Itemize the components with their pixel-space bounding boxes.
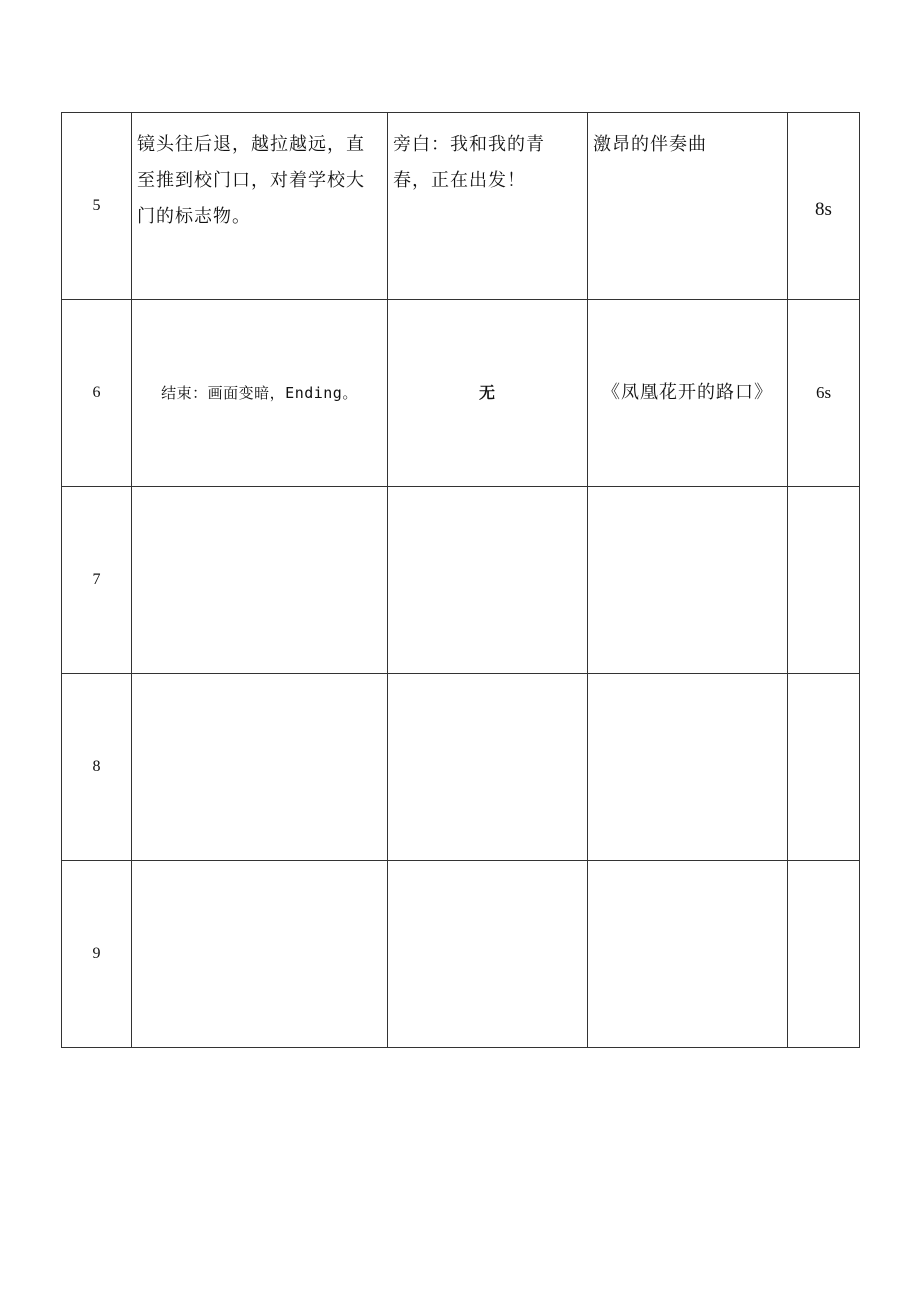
duration-cell: 6s [788,300,860,487]
music-cell: 《凤凰花开的路口》 [588,300,788,487]
shot-description-cell [132,487,388,674]
table-row [62,487,860,674]
shot-description-cell: 结束：画面变暗，Ending。 [132,300,388,487]
shot-number-cell: 5 [62,113,132,300]
table-row [62,113,860,300]
shot-number-cell: 6 [62,300,132,487]
music-cell: 激昂的伴奏曲 [588,113,788,300]
table-row [62,300,860,487]
table-row [62,674,860,861]
voiceover-cell [388,487,588,674]
shot-number-cell: 7 [62,487,132,674]
shot-description-cell [132,674,388,861]
shot-number-cell: 9 [62,861,132,1048]
duration-cell: 8s [788,113,860,300]
voiceover-cell: 无 [388,300,588,487]
music-cell [588,674,788,861]
shot-description-cell [132,861,388,1048]
storyboard-table [61,112,860,1048]
table-row [62,861,860,1048]
voiceover-cell: 旁白：我和我的青春，正在出发！ [388,113,588,300]
music-cell [588,487,788,674]
duration-cell [788,487,860,674]
music-cell [588,861,788,1048]
voiceover-cell [388,674,588,861]
voiceover-cell [388,861,588,1048]
duration-cell [788,861,860,1048]
shot-number-cell: 8 [62,674,132,861]
duration-cell [788,674,860,861]
shot-description-cell: 镜头往后退，越拉越远，直至推到校门口，对着学校大门的标志物。 [132,113,388,300]
